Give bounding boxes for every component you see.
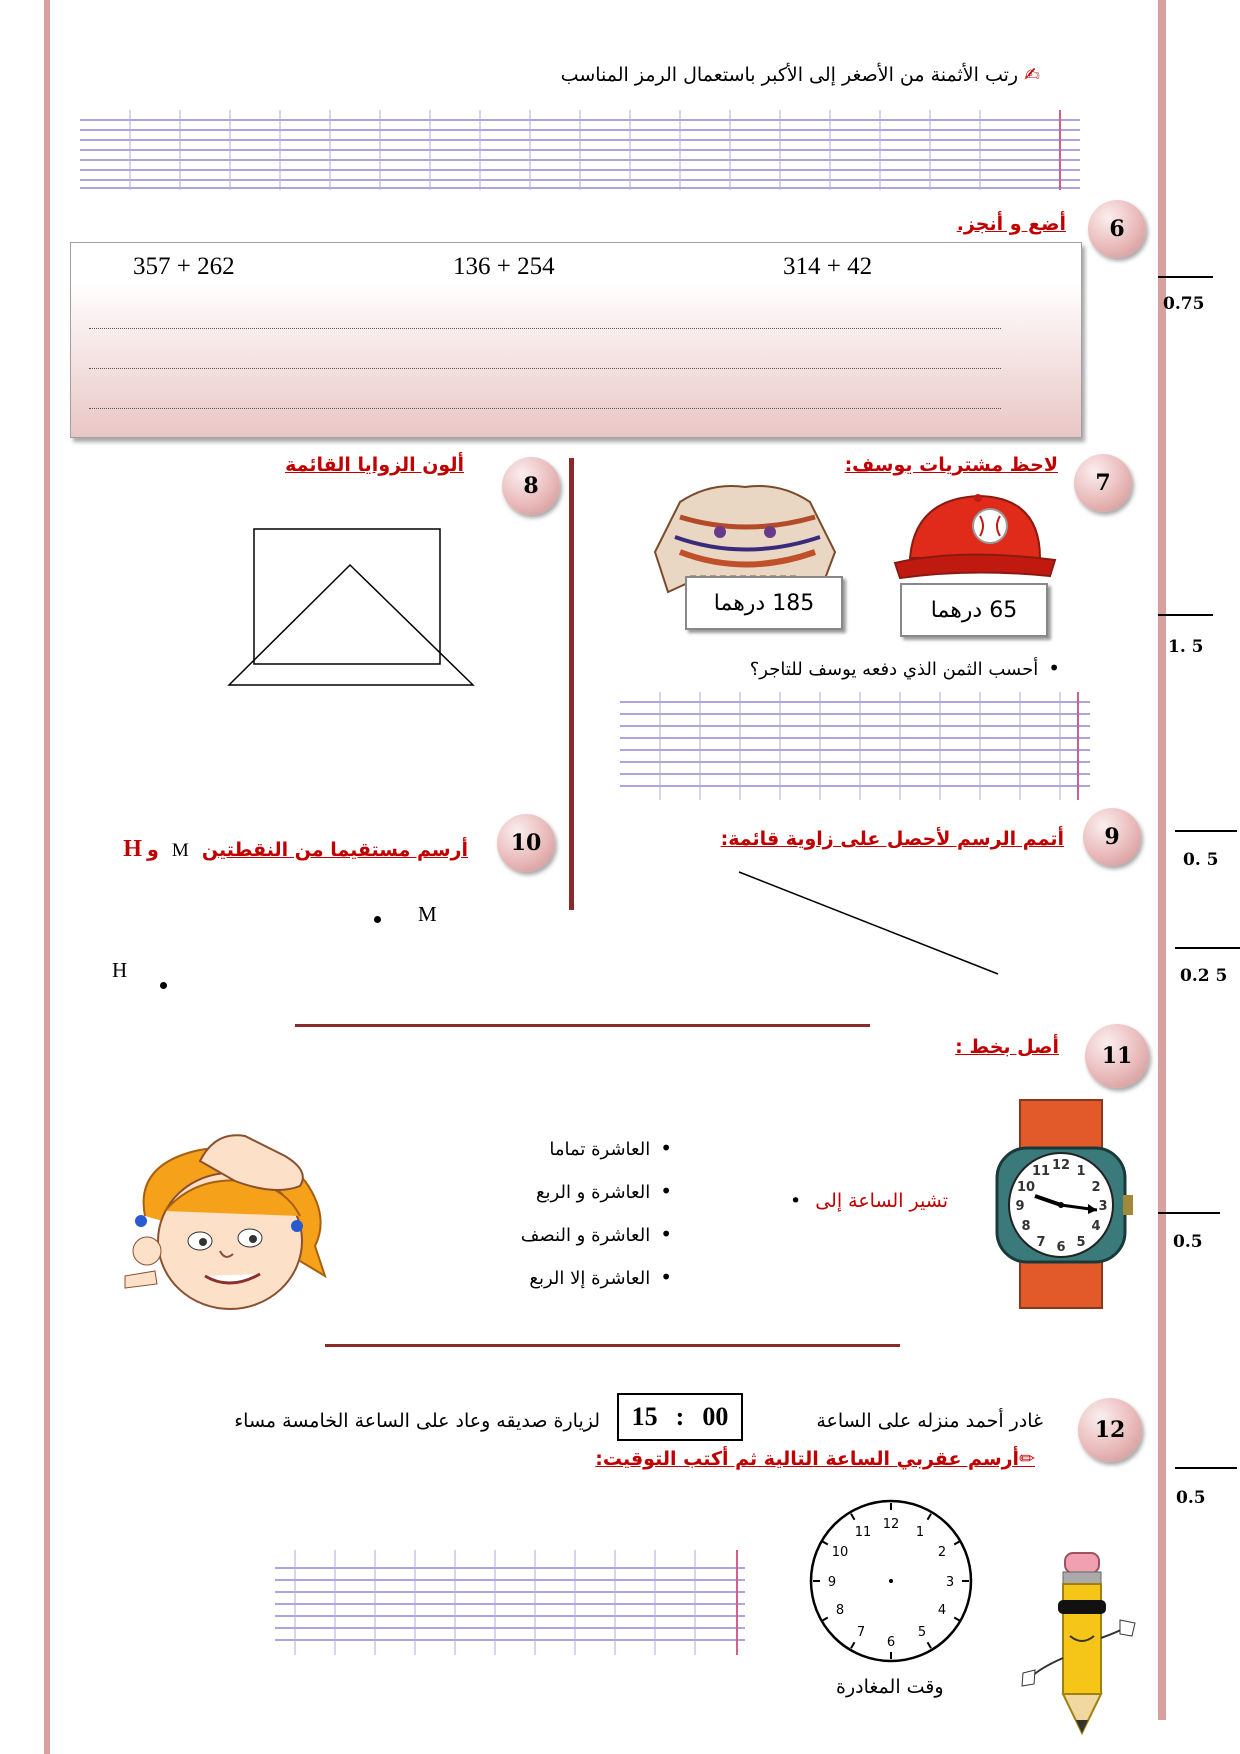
- pen-icon-2: ✏: [1019, 1448, 1035, 1470]
- left-margin-line: [44, 0, 50, 1754]
- option-4[interactable]: • العاشرة إلا الربع: [521, 1265, 672, 1289]
- blank-clock-num-5: 5: [917, 1625, 927, 1640]
- writing-grid-ex7: [620, 692, 1090, 802]
- pen-icon: ✍: [1024, 64, 1040, 86]
- exercise-10-title-m: M: [171, 840, 189, 861]
- point-h-label: H: [112, 958, 128, 982]
- score-line-11: [1158, 1212, 1220, 1214]
- score-9: 0. 5: [1183, 850, 1219, 870]
- watch-num-1: 1: [1076, 1164, 1086, 1179]
- answer-line-2[interactable]: [89, 368, 1001, 369]
- blank-clock-num-3: 3: [945, 1575, 955, 1590]
- blank-clock-num-1: 1: [915, 1525, 925, 1540]
- answer-line-3[interactable]: [89, 408, 1001, 409]
- exercise-8-title: ألون الزوايا القائمة: [285, 454, 464, 476]
- clock-prompt: تشير الساعة إلى•: [790, 1190, 948, 1212]
- watch-num-6: 6: [1056, 1240, 1066, 1255]
- operation-2: 136 + 254: [453, 253, 555, 280]
- time-box: [617, 1393, 743, 1441]
- exercise-7-number: 7: [1074, 454, 1132, 512]
- price-cap: 65 درهما: [930, 597, 1018, 623]
- watch-num-4: 4: [1091, 1219, 1101, 1234]
- score-line-12: [1175, 1467, 1237, 1469]
- blank-clock[interactable]: [806, 1496, 976, 1666]
- price-sweater: 185 درهما: [713, 590, 815, 616]
- point-m-label: M: [418, 902, 437, 926]
- writing-grid-top: [80, 110, 1080, 190]
- exercise-7-question: • أحسب الثمن الذي دفعه يوسف للتاجر؟: [750, 656, 1060, 680]
- exercise-10-number: 10: [497, 814, 555, 872]
- vertical-divider: [569, 458, 574, 910]
- score-line-10: [1175, 947, 1240, 949]
- exercise-12-sentence-part2: لزيارة صديقه وعاد على الساعة الخامسة مساء: [234, 1410, 600, 1432]
- exercise-10-title: أرسم مستقيما من النقطتين: [201, 839, 468, 861]
- blank-clock-num-9: 9: [827, 1575, 837, 1590]
- blank-clock-num-6: 6: [886, 1635, 896, 1650]
- blank-clock-num-4: 4: [937, 1603, 947, 1618]
- exercise-12-number: 12: [1078, 1398, 1142, 1462]
- operation-1: 357 + 262: [133, 253, 235, 280]
- point-m-dot[interactable]: [374, 916, 381, 923]
- option-1[interactable]: • العاشرة تماما: [521, 1136, 672, 1160]
- section-divider-2: [325, 1344, 900, 1347]
- clock-prompt-dot[interactable]: •: [790, 1190, 802, 1212]
- blank-clock-num-11: 11: [854, 1525, 872, 1540]
- point-h-dot[interactable]: [160, 982, 167, 989]
- score-line-9: [1175, 830, 1237, 832]
- price-tag-sweater: [685, 576, 843, 630]
- exercise-6-title: أضع و أنجز.: [956, 213, 1066, 235]
- clock-caption: وقت المغادرة: [836, 1676, 944, 1698]
- writing-grid-ex12: [275, 1550, 745, 1655]
- exercise-6-box: [70, 242, 1082, 438]
- exercise-12-instruction: ✏أرسم عقربي الساعة التالية ثم أكتب التوقيت:: [595, 1448, 1035, 1470]
- right-margin-line: [1158, 0, 1166, 1720]
- exercise-11-number: 11: [1085, 1024, 1149, 1088]
- watch-num-3: 3: [1098, 1199, 1108, 1214]
- option-2[interactable]: • العاشرة و الربع: [521, 1179, 672, 1203]
- exercise-6-number: 6: [1088, 200, 1146, 258]
- operation-3: 314 + 42: [783, 253, 873, 280]
- score-7: 1. 5: [1168, 637, 1204, 657]
- watch-num-7: 7: [1036, 1235, 1046, 1250]
- blank-clock-num-12: 12: [882, 1517, 900, 1532]
- exercise-8-number: 8: [502, 457, 560, 515]
- score-line-6: [1158, 276, 1213, 278]
- exercise-9-title: أتمم الرسم لأحصل على زاوية قائمة:: [720, 828, 1064, 850]
- exercise-12-sentence-part1: غادر أحمد منزله على الساعة: [816, 1410, 1043, 1432]
- shape-figure[interactable]: [225, 525, 485, 690]
- score-line-7: [1158, 614, 1213, 616]
- wristwatch-image: [975, 1100, 1150, 1310]
- blank-clock-num-8: 8: [835, 1603, 845, 1618]
- score-12: 0.5: [1176, 1488, 1206, 1508]
- time-separator: :: [675, 1402, 685, 1431]
- time-minutes: 00: [702, 1402, 729, 1431]
- girl-illustration: [125, 1126, 355, 1311]
- pencil-mascot-illustration: [1020, 1548, 1140, 1738]
- score-6: 0.75: [1163, 294, 1205, 314]
- watch-num-12: 12: [1051, 1158, 1071, 1173]
- exercise-10-title-row: [123, 836, 468, 863]
- cap-image: [890, 488, 1060, 588]
- answer-line-1[interactable]: [89, 328, 1001, 329]
- exercise-11-title: أصل بخط :: [955, 1036, 1059, 1058]
- exercise-9-number: 9: [1083, 808, 1141, 866]
- score-11: 0.5: [1173, 1232, 1203, 1252]
- exercise-10-title-h: H: [123, 836, 142, 862]
- option-3[interactable]: • العاشرة و النصف: [521, 1222, 672, 1246]
- exercise-10-title-and: و: [147, 839, 159, 861]
- watch-num-2: 2: [1091, 1180, 1101, 1195]
- score-10: 0.2 5: [1180, 966, 1228, 986]
- blank-clock-num-2: 2: [937, 1545, 947, 1560]
- exercise-7-title: لاحظ مشتريات يوسف:: [844, 454, 1058, 476]
- watch-num-5: 5: [1076, 1235, 1086, 1250]
- section-divider-1: [295, 1024, 870, 1027]
- watch-num-11: 11: [1031, 1164, 1051, 1179]
- time-options: [521, 1136, 672, 1308]
- watch-num-8: 8: [1021, 1219, 1031, 1234]
- angle-line[interactable]: [735, 868, 1005, 978]
- top-instruction: ✍رتب الأثمنة من الأصغر إلى الأكبر باستعمال الرمز المناسب: [560, 64, 1040, 86]
- watch-num-10: 10: [1016, 1180, 1036, 1195]
- blank-clock-num-10: 10: [831, 1545, 849, 1560]
- blank-clock-num-7: 7: [856, 1625, 866, 1640]
- price-tag-cap: [900, 583, 1048, 637]
- time-hours: 15: [631, 1402, 658, 1431]
- watch-num-9: 9: [1015, 1199, 1025, 1214]
